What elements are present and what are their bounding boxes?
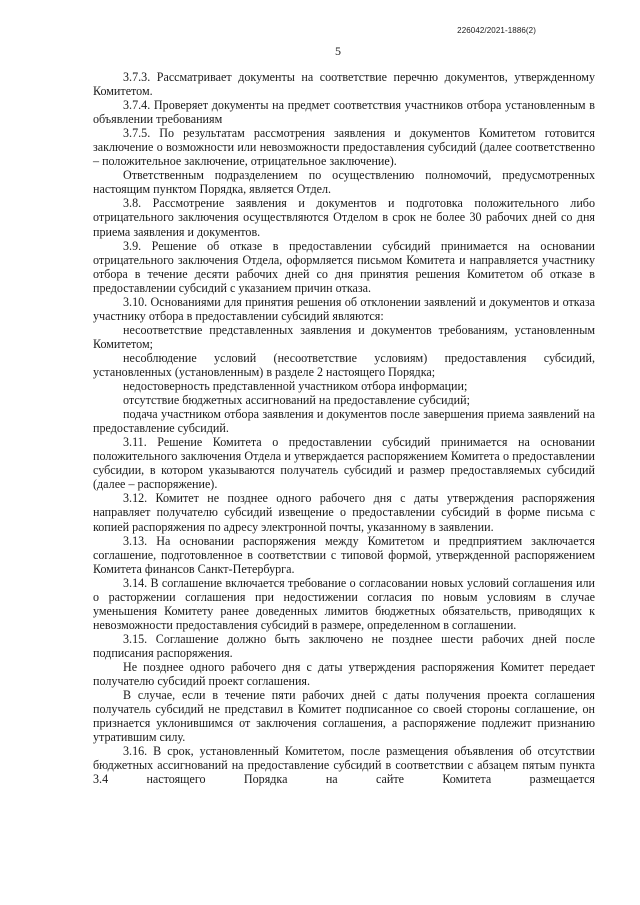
paragraph-3-7-5: 3.7.5. По результатам рассмотрения заявления и документов Комитетом готовится заключение о возможности или невозможности предоставления субсидий (далее соответственно – положительное заключение, отрицательное заключение).	[93, 126, 595, 169]
paragraph-3-16: 3.16. В срок, установленный Комитетом, после размещения объявления об отсутствии бюджетных ассигнований на предоставление субсидий в соответствии с абзацем пятым пункта 3.4 настоящего Порядка на сайте Комитета размещается	[93, 744, 595, 787]
paragraph-draft-agreement: Не позднее одного рабочего дня с даты утверждения распоряжения Комитет передает получателю субсидий проект соглашения.	[93, 659, 595, 689]
paragraph-responsible-unit: Ответственным подразделением по осуществлению полномочий, предусмотренных настоящим пунктом Порядка, является Отдел.	[93, 168, 595, 197]
page-number: 5	[335, 44, 341, 58]
paragraph-3-13: 3.13. На основании распоряжения между Комитетом и предприятием заключается соглашение, подготовленное в соответствии с типовой формой, утвержденной распоряжением Комитета финансов Санкт-Петербурга.	[93, 533, 595, 576]
document-registration-number: 226042/2021-1886(2)	[457, 26, 536, 35]
list-item-nonconformity: несоответствие представленных заявления и документов требованиям, установленным Комитетом;	[93, 322, 595, 351]
paragraph-3-7-4: 3.7.4. Проверяет документы на предмет соответствия участников отбора установленным в объявлении требованиям	[93, 98, 595, 127]
paragraph-evasion: В случае, если в течение пяти рабочих дней с даты получения проекта соглашения получатель субсидий не представил в Комитет подписанное со своей стороны соглашение, он признается уклонившимся от заключения соглашения, а распоряжение подлежит признанию утратившим силу.	[93, 688, 595, 745]
paragraph-3-14: 3.14. В соглашение включается требование о согласовании новых условий соглашения или о расторжении соглашения при недостижении согласия по новым условиям в случае уменьшения Комитету ранее доведенных лимитов бюджетных обязательств, приводящих к невозможности предоставления субсидий в размере, определенном в соглашении.	[93, 575, 595, 632]
document-body	[93, 70, 595, 786]
list-item-late-submission: подача участником отбора заявления и документов после завершения приема заявлений на предоставление субсидий.	[93, 407, 595, 436]
list-item-no-budget: отсутствие бюджетных ассигнований на предоставление субсидий;	[123, 393, 470, 408]
paragraph-3-8: 3.8. Рассмотрение заявления и документов и подготовка положительного либо отрицательного заключения осуществляются Отделом в срок не более 30 рабочих дней со дня приема заявления и документов.	[93, 196, 595, 239]
paragraph-3-10: 3.10. Основаниями для принятия решения об отклонении заявлений и документов и отказа участнику отбора в предоставлении субсидий являются:	[93, 294, 595, 323]
paragraph-3-12: 3.12. Комитет не позднее одного рабочего дня с даты утверждения распоряжения направляет получателю субсидий извещение о предоставлении субсидий в форме письма с копией распоряжения по адресу электронной почты, указанному в заявлении.	[93, 491, 595, 534]
paragraph-3-9: 3.9. Решение об отказе в предоставлении субсидий принимается на основании отрицательного заключения Отдела, оформляется письмом Комитета и направляется участнику отбора в течение десяти рабочих дней со дня принятия решения Комитетом об отказе в предоставлении субсидий с указанием причин отказа.	[93, 238, 595, 295]
paragraph-3-7-3: 3.7.3. Рассматривает документы на соответствие перечню документов, утвержденному Комитетом.	[93, 70, 595, 99]
list-item-noncompliance: несоблюдение условий (несоответствие условиям) предоставления субсидий, установленных (установленным) в разделе 2 настоящего Порядка;	[93, 350, 595, 379]
paragraph-3-15: 3.15. Соглашение должно быть заключено не позднее шести рабочих дней после подписания распоряжения.	[93, 631, 595, 660]
list-item-false-info: недостоверность представленной участником отбора информации;	[123, 379, 468, 394]
paragraph-3-11: 3.11. Решение Комитета о предоставлении субсидий принимается на основании положительного заключения Отдела и утверждается распоряжением Комитета о предоставлении субсидии, в котором указываются получатель субсидий и размер предоставляемых субсидий (далее – распоряжение).	[93, 435, 595, 492]
